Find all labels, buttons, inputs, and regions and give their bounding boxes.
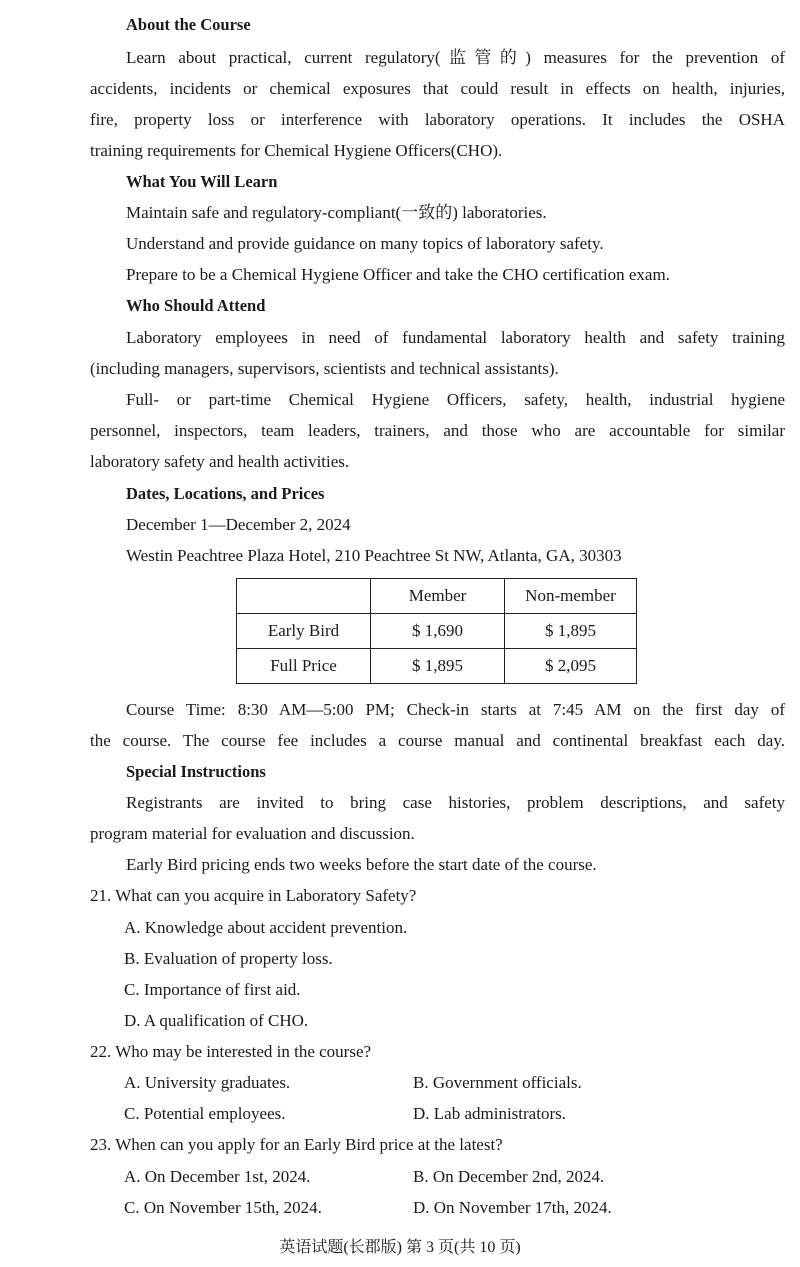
special-p1-line-2: program material for evaluation and discussion. [90,824,415,843]
learn-item: Understand and provide guidance on many topics of laboratory safety. [126,234,604,253]
question-22-option: B. Government officials. [413,1073,582,1092]
about-line-3: fire, property loss or interference with laboratory operations. It includes the OSHA [90,110,785,129]
dates-heading: Dates, Locations, and Prices [126,484,325,503]
attend-p1-line-1: Laboratory employees in need of fundamental laboratory health and safety training [126,328,785,347]
about-line-2: accidents, incidents or chemical exposures that could result in effects on health, injuries, [90,79,785,98]
learn-heading: What You Will Learn [126,172,278,191]
table-cell: $ 1,690 [371,614,505,649]
page-footer: 英语试题(长郡版) 第 3 页(共 10 页) [279,1239,521,1256]
question-21-stem: 21. What can you acquire in Laboratory Safety? [90,886,417,905]
special-heading: Special Instructions [126,762,266,781]
attend-p2-line-2: personnel, inspectors, team leaders, trainers, and those who are accountable for similar [90,421,785,440]
table-header-cell: Non-member [505,579,637,614]
attend-p1-line-2: (including managers, supervisors, scientists and technical assistants). [90,359,559,378]
course-location: Westin Peachtree Plaza Hotel, 210 Peachtree St NW, Atlanta, GA, 30303 [126,546,622,565]
attend-heading: Who Should Attend [126,296,266,315]
price-table [236,578,637,684]
question-21-option: A. Knowledge about accident prevention. [124,918,408,937]
table-row [237,649,637,684]
special-p1-line-1: Registrants are invited to bring case histories, problem descriptions, and safety [126,793,785,812]
course-dates: December 1—December 2, 2024 [126,515,351,534]
question-22-option: A. University graduates. [124,1073,291,1092]
question-21-option: C. Importance of first aid. [124,980,301,999]
table-cell: $ 1,895 [505,614,637,649]
about-line-1: Learn about practical, current regulatory(监管的) measures for the prevention of [126,48,785,67]
table-cell: Full Price [237,649,371,684]
table-cell: $ 2,095 [505,649,637,684]
special-p2: Early Bird pricing ends two weeks before the start date of the course. [126,855,597,874]
learn-item: Prepare to be a Chemical Hygiene Officer and take the CHO certification exam. [126,265,670,284]
table-cell: Early Bird [237,614,371,649]
about-heading: About the Course [126,15,251,34]
question-23-option: A. On December 1st, 2024. [124,1167,311,1186]
question-22-option: C. Potential employees. [124,1104,286,1123]
question-21-option: D. A qualification of CHO. [124,1011,309,1030]
question-23-stem: 23. When can you apply for an Early Bird price at the latest? [90,1135,503,1154]
question-23-option: C. On November 15th, 2024. [124,1198,322,1217]
table-header-cell: Member [371,579,505,614]
table-row [237,614,637,649]
question-23-option: D. On November 17th, 2024. [413,1198,612,1217]
course-time-line-1: Course Time: 8:30 AM—5:00 PM; Check-in starts at 7:45 AM on the first day of [126,700,785,719]
table-row [237,579,637,614]
about-line-4: training requirements for Chemical Hygiene Officers(CHO). [90,141,503,160]
attend-p2-line-3: laboratory safety and health activities. [90,452,350,471]
question-22-stem: 22. Who may be interested in the course? [90,1042,372,1061]
table-header-cell [237,579,371,614]
course-time-line-2: the course. The course fee includes a course manual and continental breakfast each day. [90,731,785,750]
table-cell: $ 1,895 [371,649,505,684]
attend-p2-line-1: Full- or part-time Chemical Hygiene Officers, safety, health, industrial hygiene [126,390,785,409]
question-23-option: B. On December 2nd, 2024. [413,1167,605,1186]
question-22-option: D. Lab administrators. [413,1104,566,1123]
question-21-option: B. Evaluation of property loss. [124,949,333,968]
learn-item: Maintain safe and regulatory-compliant(一致的) laboratories. [126,203,547,222]
